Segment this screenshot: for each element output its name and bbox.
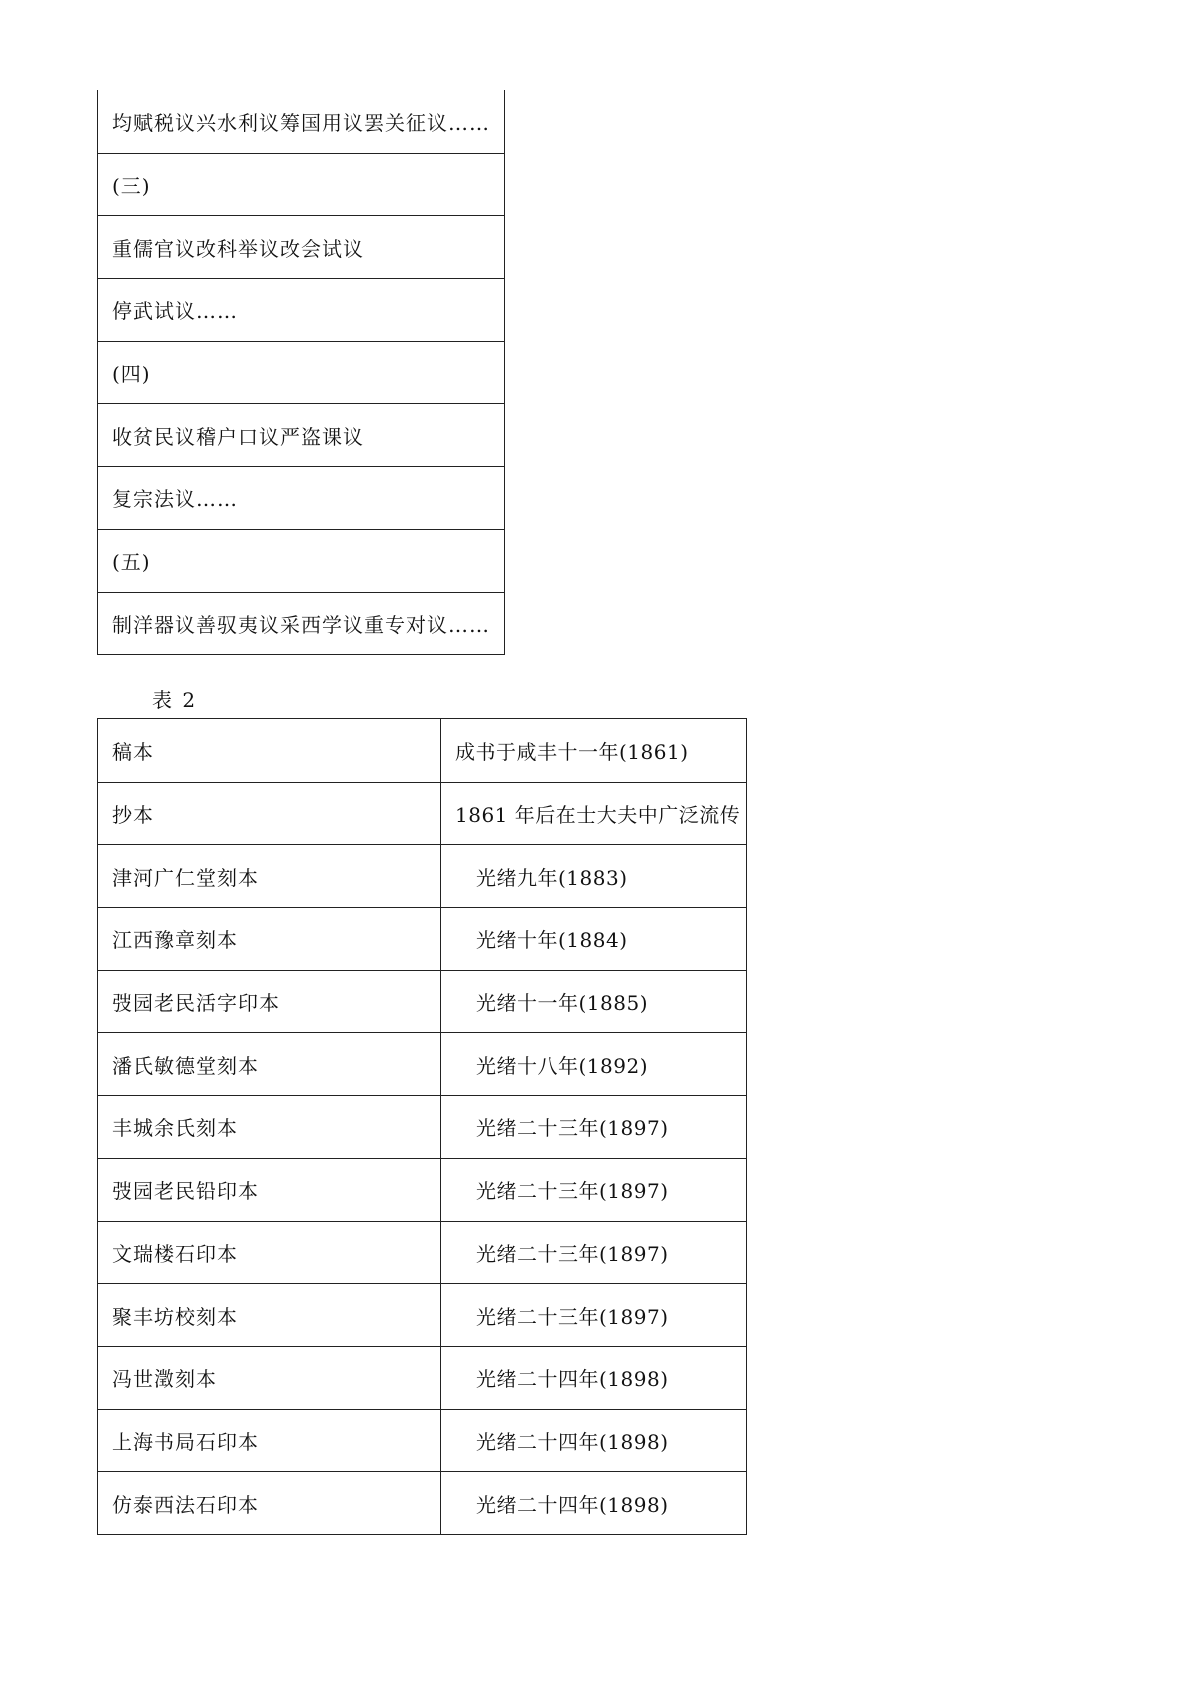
date-cell: 光绪二十四年(1898): [476, 1367, 669, 1392]
table-row: [98, 844, 746, 907]
date-cell: 光绪十八年(1892): [476, 1053, 649, 1078]
table-row: (五): [98, 529, 504, 592]
table-row: 收贫民议稽户口议严盗课议: [98, 403, 504, 466]
table-row: [98, 1158, 746, 1221]
table-row: 制洋器议善驭夷议采西学议重专对议……: [98, 592, 504, 655]
table-row: 重儒官议改科举议改会试议: [98, 215, 504, 278]
edition-cell: 稿本: [98, 719, 441, 782]
table-row: [98, 1095, 746, 1158]
table-row: [98, 719, 746, 782]
date-cell: 光绪二十四年(1898): [476, 1492, 669, 1517]
edition-cell: 江西豫章刻本: [98, 908, 441, 970]
table-row: [98, 1221, 746, 1284]
table-row: [98, 782, 746, 845]
table-row: [98, 907, 746, 970]
date-cell: 光绪二十三年(1897): [476, 1116, 669, 1141]
editions-table: [97, 718, 747, 1535]
table-row: [98, 1032, 746, 1095]
date-cell: 光绪二十三年(1897): [476, 1179, 669, 1204]
date-cell: 光绪九年(1883): [476, 865, 628, 890]
table-row: [98, 1283, 746, 1346]
edition-cell: 冯世澂刻本: [98, 1347, 441, 1409]
date-cell: 1861 年后在士大夫中广泛流传: [455, 803, 741, 828]
table-caption: 表 2: [152, 688, 198, 712]
edition-cell: 仿泰西法石印本: [98, 1472, 441, 1534]
proposal-list-table: [97, 90, 505, 655]
edition-cell: 弢园老民活字印本: [98, 971, 441, 1033]
edition-cell: 上海书局石印本: [98, 1410, 441, 1472]
table-row: (四): [98, 341, 504, 404]
table-row: [98, 1471, 746, 1534]
table-row: [98, 970, 746, 1033]
edition-cell: 潘氏敏德堂刻本: [98, 1033, 441, 1095]
date-cell: 光绪二十三年(1897): [476, 1241, 669, 1266]
edition-cell: 丰城余氏刻本: [98, 1096, 441, 1158]
table-row: 均赋税议兴水利议筹国用议罢关征议……: [112, 110, 490, 135]
date-cell: 成书于咸丰十一年(1861): [455, 739, 689, 764]
table-row: [98, 1409, 746, 1472]
date-cell: 光绪二十四年(1898): [476, 1429, 669, 1454]
date-cell: 光绪十一年(1885): [476, 991, 649, 1016]
edition-cell: 弢园老民铅印本: [98, 1159, 441, 1221]
table-row: 停武试议……: [98, 278, 504, 341]
table-row: [98, 1346, 746, 1409]
table-row: (三): [98, 153, 504, 216]
table-row: 复宗法议……: [98, 466, 504, 529]
edition-cell: 文瑞楼石印本: [98, 1222, 441, 1284]
date-cell: 光绪十年(1884): [476, 928, 628, 953]
edition-cell: 抄本: [98, 783, 441, 845]
edition-cell: 津河广仁堂刻本: [98, 845, 441, 907]
edition-cell: 聚丰坊校刻本: [98, 1284, 441, 1346]
date-cell: 光绪二十三年(1897): [476, 1304, 669, 1329]
